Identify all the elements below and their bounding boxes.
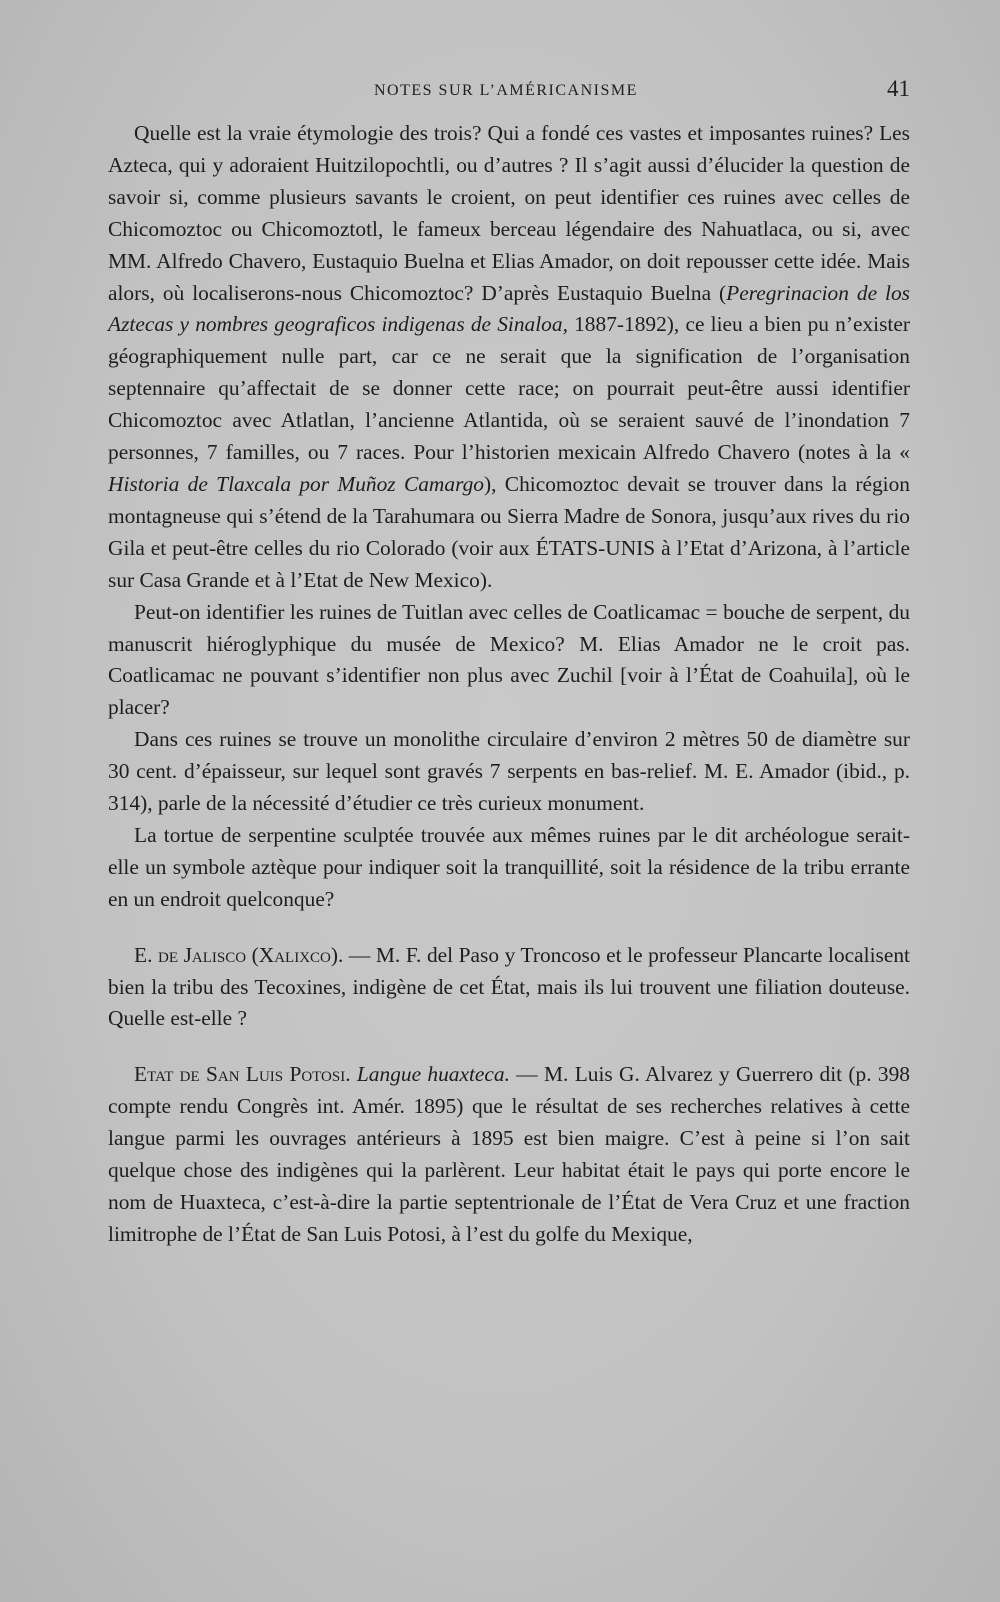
running-title: NOTES SUR L’AMÉRICANISME [374, 82, 638, 99]
paragraph-text: 1887-1892), ce lieu a bien pu n’exister géographiquement nulle part, car ce ne serait que la signification de l’organisation septennaire qu’affectait de se donner cette race; on pourrait peut-être aussi identifier Chicomoztoc avec Atlatlan, l’ancienne Atlantida, où se seraient sauvé de l’inondation 7 personnes, 7 familles, ou 7 races. Pour l’historien mexicain Alfredo Chavero (notes à la « [108, 312, 910, 465]
italic-title-historia: Historia de Tlaxcala por Muñoz Camargo [108, 471, 484, 496]
page-header [108, 78, 910, 108]
section-subheading: Langue huaxteca. [356, 1062, 510, 1087]
paragraph-monolith: Dans ces ruines se trouve un monolithe circulaire d’environ 2 mètres 50 de diamètre sur 30 cent. d’épaisseur, sur lequel sont gravés 7 serpents en bas-relief. M. E. Amador (ibid., p. 314), parle de la nécessité d’étudier ce très curieux monument. [108, 727, 910, 816]
paragraph-etymology [108, 118, 910, 597]
section-jalisco [108, 940, 910, 1036]
section-text: — M. Luis G. Alvarez y Guerrero dit (p. 398 compte rendu Congrès int. Amér. 1895) que le résultat de ses recherches relatives à cette langue parmi les ouvrages antérieurs à 1895 est bien maigre. C’est à peine si l’on sait quelque chose des indigènes qui la parlèrent. Leur habitat était le pays qui porte encore le nom de Huaxteca, c’est-à-dire la partie septentrionale de l’État de Vera Cruz et une fraction limitrophe de l’État de San Luis Potosi, à l’est du golfe du Mexique, [108, 1062, 911, 1246]
section-heading: E. de Jalisco (Xalixco). [134, 942, 344, 967]
section-gap [108, 916, 910, 940]
italic-title-peregrinacion: Peregrinacion de los Aztecas y nombres geograficos indigenas de Sinaloa, [108, 280, 910, 337]
paragraph-text: Quelle est la vraie étymologie des trois? Qui a fondé ces vastes et imposantes ruines? Les Azteca, qui y adoraient Huitzilopochtli, ou d’autres ? Il s’agit aussi d’élucider la question de savoir si, comme plusieurs savants le croient, on peut identifier ces ruines avec celles de Chicomoztoc ou Chicomoztotl, le fameux berceau légendaire des Nahuatlaca, ou si, avec MM. Alfredo Chavero, Eustaquio Buelna et Elias Amador, on doit repousser cette idée. Mais alors, où localiserons-nous Chicomoztoc? D’après Eustaquio Buelna ( [108, 121, 910, 305]
section-san-luis-potosi [108, 1059, 910, 1250]
paragraph-tuitlan: Peut-on identifier les ruines de Tuitlan avec celles de Coatlicamac = bouche de serpent, du manuscrit hiéroglyphique du musée de Mexico? M. Elias Amador ne le croit pas. Coatlicamac ne pouvant s’identifier non plus avec Zuchil [voir à l’État de Coahuila], où le placer? [108, 599, 910, 720]
paragraph-tortoise: La tortue de serpentine sculptée trouvée aux mêmes ruines par le dit archéologue serait-elle un symbole aztèque pour indiquer soit la tranquillité, soit la résidence de la tribu errante en un endroit quelconque? [108, 822, 910, 911]
section-gap [108, 1035, 910, 1059]
paragraph-text: ), Chicomoztoc devait se trouver dans la région montagneuse qui s’étend de la Tarahumara ou Sierra Madre de Sonora, jusqu’aux rives du rio Gila et peut-être celles du rio Colorado (voir aux ÉTATS-UNIS à l’Etat d’Arizona, à l’article sur Casa Grande et à l’Etat de New Mexico). [108, 471, 910, 592]
page-number: 41 [887, 76, 910, 101]
page-body [108, 118, 910, 1251]
section-heading: Etat de San Luis Potosi. [134, 1062, 351, 1087]
section-text: — M. F. del Paso y Troncoso et le professeur Plancarte localisent bien la tribu des Tecoxines, indigène de cet État, mais ils lui trouvent une filiation douteuse. Quelle est-elle ? [108, 942, 910, 1031]
